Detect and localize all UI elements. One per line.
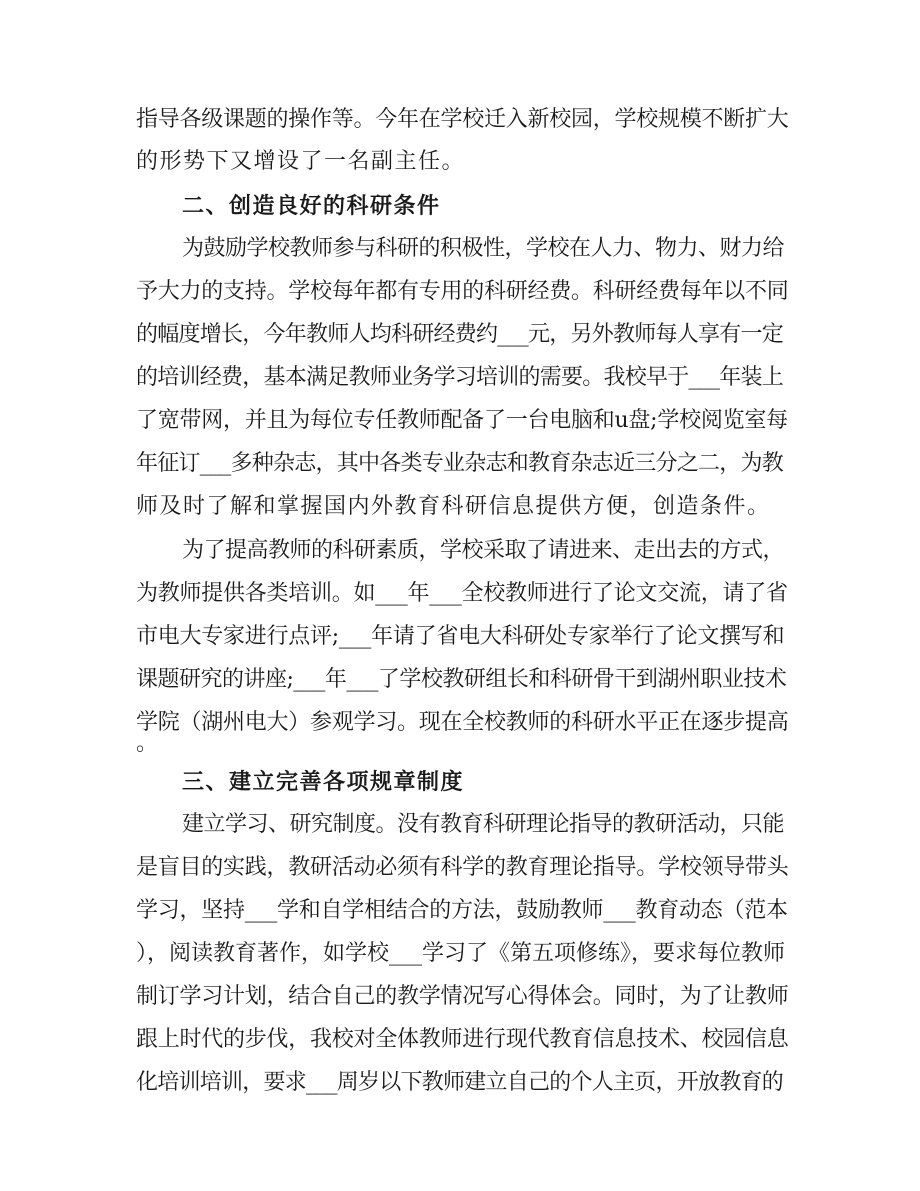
- paragraph-line: 市电大专家进行点评;___年请了省电大科研处专家举行了论文撰写和: [136, 624, 785, 649]
- paragraph-line: 为了提高教师的科研素质，学校采取了请进来、走出去的方式，: [182, 538, 785, 563]
- paragraph-line: 是盲目的实践，教研活动必须有科学的教育理论指导。学校领导带头: [136, 855, 789, 880]
- paragraph-line: 指导各级课题的操作等。今年在学校迁入新校园，学校规模不断扩大: [136, 107, 789, 132]
- paragraph-line: 学院（湖州电大）参观学习。现在全校教师的科研水平正在逐步提高: [136, 710, 789, 735]
- paragraph-line: 的培训经费，基本满足教师业务学习培训的需要。我校早于___年装上: [136, 365, 784, 390]
- paragraph-line: 课题研究的讲座;___年___了学校教研组长和科研骨干到湖州职业技术: [136, 667, 787, 692]
- paragraph-line: 师及时了解和掌握国内外教育科研信息提供方便，创造条件。: [136, 494, 771, 519]
- paragraph-line: 为鼓励学校教师参与科研的积极性，学校在人力、物力、财力给: [182, 236, 785, 261]
- paragraph-line: 了宽带网，并且为每位专任教师配备了一台电脑和u盘;学校阅览室每: [136, 408, 788, 433]
- section-heading: 二、创造良好的科研条件: [182, 193, 441, 219]
- paragraph-line: 学习，坚持___学和自学相结合的方法，鼓励教师___教育动态（范本: [136, 898, 788, 923]
- paragraph-line: 予大力的支持。学校每年都有专用的科研经费。科研经费每年以不同: [136, 279, 789, 304]
- paragraph-line: 制订学习计划，结合自己的教学情况写心得体会。同时，为了让教师: [136, 984, 789, 1009]
- paragraph-line: 为教师提供各类培训。如___年___全校教师进行了论文交流，请了省: [136, 581, 788, 606]
- paragraph-line: 跟上时代的步伐，我校对全体教师进行现代教育信息技术、校园信息: [136, 1027, 789, 1052]
- paragraph-line: 的幅度增长，今年教师人均科研经费约___元，另外教师每人享有一定: [136, 322, 784, 347]
- paragraph-line: 建立学习、研究制度。没有教育科研理论指导的教研活动，只能: [182, 812, 785, 837]
- paragraph-line: 。: [136, 731, 160, 756]
- paragraph-line: ），阅读教育著作，如学校___学习了《第五项修练》，要求每位教师: [136, 941, 786, 966]
- paragraph-line: 年征订___多种杂志，其中各类专业杂志和教育杂志近三分之二，为教: [136, 451, 784, 476]
- paragraph-line: 的形势下又增设了一名副主任。: [136, 149, 466, 174]
- section-heading: 三、建立完善各项规章制度: [182, 769, 465, 795]
- paragraph-line: 化培训培训，要求___周岁以下教师建立自己的个人主页，开放教育的: [136, 1070, 784, 1095]
